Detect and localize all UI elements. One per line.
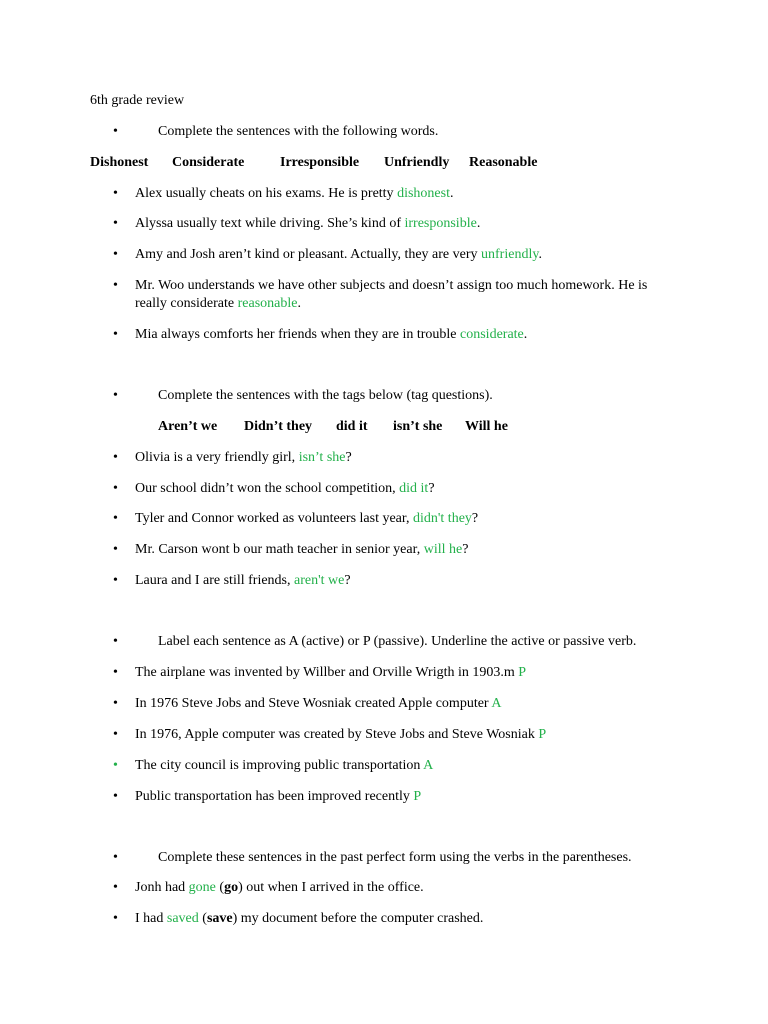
bullet: • <box>113 511 118 526</box>
bullet: • <box>113 481 118 496</box>
answer-text: irresponsible <box>404 216 477 231</box>
list-item <box>135 695 680 713</box>
bullet: • <box>113 696 118 711</box>
tag-bank-item: isn’t she <box>393 419 443 434</box>
item-text: out when I arrived in the office. <box>242 880 424 895</box>
item-punct: ? <box>428 481 435 496</box>
list-item <box>135 879 680 897</box>
bullet: • <box>113 665 118 680</box>
list-item <box>135 572 680 590</box>
item-text: my document before the computer crashed. <box>237 911 484 926</box>
item-text: Public transportation has been improved recently <box>135 789 414 804</box>
bullet: • <box>113 850 118 865</box>
list-item <box>135 326 680 344</box>
section4-instruction: Complete these sentences in the past perfect form using the verbs in the parentheses. <box>158 850 632 865</box>
item-punct: . <box>523 327 528 342</box>
answer-text: considerate <box>460 327 524 342</box>
item-text: Amy and Josh aren’t kind or pleasant. Actually, they are very <box>135 247 482 262</box>
item-text: Mia always comforts her friends when they are in trouble <box>135 327 461 342</box>
bullet: • <box>113 573 118 588</box>
word-bank-item: Considerate <box>172 155 245 170</box>
answer-text: gone <box>188 880 216 895</box>
section1-instruction: Complete the sentences with the following words. <box>158 124 439 139</box>
item-punct: . <box>538 247 542 262</box>
page-title: 6th grade review <box>90 93 185 108</box>
item-text: ) <box>232 911 238 926</box>
answer-text: didn't they <box>413 511 472 526</box>
bullet: • <box>113 247 118 262</box>
list-item <box>135 910 680 928</box>
list-item <box>135 449 680 467</box>
item-punct: . <box>476 216 481 231</box>
answer-text: A <box>491 696 502 711</box>
item-text: The city council is improving public transportation <box>135 758 424 773</box>
answer-text: A <box>423 758 434 773</box>
list-item <box>135 541 680 559</box>
list-item <box>135 788 680 806</box>
item-text: I had <box>135 911 167 926</box>
list-item <box>135 510 680 528</box>
item-punct: ? <box>462 542 469 557</box>
list-item <box>135 480 680 498</box>
answer-text: did it <box>399 481 429 496</box>
answer-text: isn’t she <box>298 450 346 465</box>
bullet: • <box>113 727 118 742</box>
tag-bank-item: Will he <box>465 419 508 434</box>
verb-text: save <box>206 911 233 926</box>
item-text: Mr. Woo understands we have other subjects and doesn’t assign too much homework. He is really considerate <box>135 278 648 311</box>
word-bank-item: Reasonable <box>469 155 538 170</box>
bullet: • <box>113 278 118 293</box>
bullet: • <box>113 911 118 926</box>
tag-bank-item: did it <box>336 419 368 434</box>
list-item <box>135 757 680 775</box>
answer-text: will he <box>423 542 463 557</box>
item-text: Laura and I are still friends, <box>135 573 294 588</box>
tag-bank-item: Aren’t we <box>158 419 218 434</box>
item-punct: . <box>449 186 454 201</box>
word-bank-item: Unfriendly <box>384 155 450 170</box>
bullet: • <box>113 450 118 465</box>
item-text: ( <box>198 911 207 926</box>
item-text: Tyler and Connor worked as volunteers last year, <box>135 511 413 526</box>
bullet: • <box>113 542 118 557</box>
item-text: Jonh had <box>135 880 189 895</box>
bullet: • <box>113 388 118 403</box>
item-text: Alex usually cheats on his exams. He is pretty <box>135 186 398 201</box>
item-text: Our school didn’t won the school competition, <box>135 481 400 496</box>
item-text: Alyssa usually text while driving. She’s kind of <box>135 216 405 231</box>
item-punct: ? <box>345 450 352 465</box>
answer-text: saved <box>166 911 199 926</box>
word-bank <box>0 154 768 172</box>
bullet: • <box>113 216 118 231</box>
item-text: Mr. Carson wont b our math teacher in senior year, <box>135 542 424 557</box>
list-item <box>135 726 680 744</box>
list-item <box>135 185 680 203</box>
item-punct: ? <box>344 573 351 588</box>
word-bank-item: Dishonest <box>90 155 149 170</box>
tag-bank <box>0 418 768 436</box>
item-text: In 1976, Apple computer was created by Steve Jobs and Steve Wosniak <box>135 727 539 742</box>
section2-instruction: Complete the sentences with the tags below (tag questions). <box>158 388 493 403</box>
item-punct: ? <box>471 511 479 526</box>
bullet: • <box>113 789 118 804</box>
answer-text: dishonest <box>397 186 450 201</box>
bullet: • <box>113 327 118 342</box>
bullet: • <box>113 186 118 201</box>
word-bank-item: Irresponsible <box>280 155 360 170</box>
bullet: • <box>113 758 118 773</box>
answer-text: unfriendly <box>481 247 539 262</box>
bullet: • <box>113 634 118 649</box>
answer-text: aren't we <box>294 573 345 588</box>
list-item <box>135 277 680 313</box>
item-text: The airplane was invented by Willber and Orville Wrigth in 1903.m <box>135 665 519 680</box>
answer-text: P <box>538 727 547 742</box>
item-punct: . <box>297 296 301 311</box>
item-text: Olivia is a very friendly girl, <box>135 450 299 465</box>
bullet: • <box>113 124 118 139</box>
answer-text: reasonable <box>237 296 298 311</box>
list-item <box>135 664 680 682</box>
item-text: ( <box>215 880 225 895</box>
answer-text: P <box>518 665 527 680</box>
item-text: In 1976 Steve Jobs and Steve Wosniak created Apple computer <box>135 696 492 711</box>
list-item <box>135 215 680 233</box>
section3-instruction: Label each sentence as A (active) or P (passive). Underline the active or passive verb. <box>158 634 637 649</box>
answer-text: P <box>413 789 422 804</box>
item-text: ) <box>238 880 243 895</box>
tag-bank-item: Didn’t they <box>244 419 313 434</box>
verb-text: go <box>224 880 239 895</box>
list-item <box>135 246 680 264</box>
bullet: • <box>113 880 118 895</box>
